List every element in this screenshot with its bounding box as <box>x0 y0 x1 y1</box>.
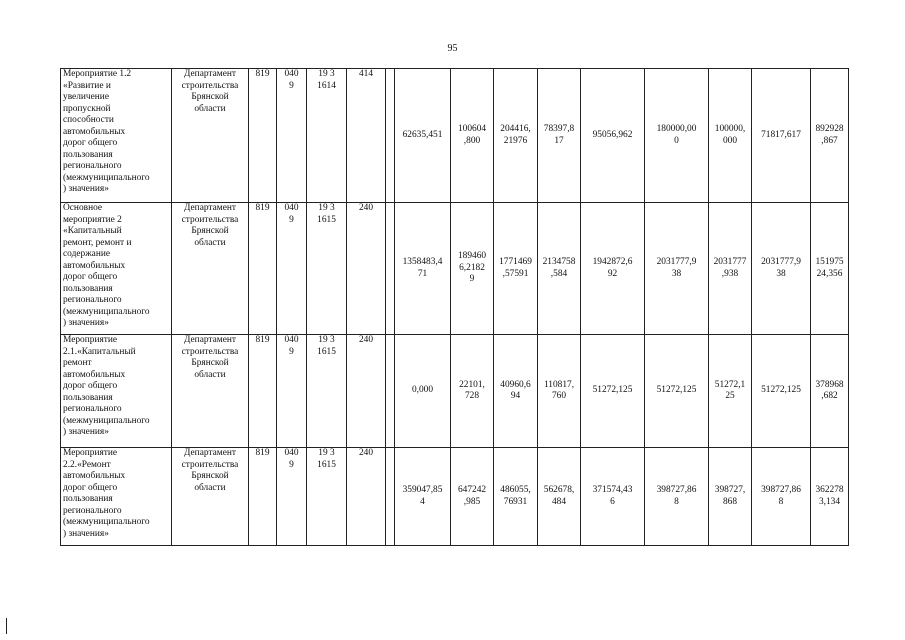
page-number: 95 <box>447 43 458 54</box>
amount-cell <box>811 448 849 546</box>
amount-cell <box>538 69 581 203</box>
amount-cell <box>811 69 849 203</box>
code-expense-type <box>347 448 386 546</box>
amount-cell-text: 180000,00 0 <box>656 124 697 146</box>
amount-cell <box>752 335 811 448</box>
amount-cell-text: 0,000 <box>411 385 434 396</box>
amount-cell <box>811 203 849 335</box>
responsible-department-text: Департамент строительства Брянской области <box>181 448 239 493</box>
amount-cell-text: 1942872,6 92 <box>592 257 633 279</box>
amount-cell-text: 71817,617 <box>761 129 801 140</box>
amount-cell <box>581 448 645 546</box>
table-row <box>61 203 849 335</box>
amount-cell <box>645 203 709 335</box>
amount-cell <box>395 335 451 448</box>
amount-cell-text: 100604 ,800 <box>457 124 487 146</box>
measure-name-text: Мероприятие 2.2.«Ремонт автомобильных дорог общего пользования регионального (межмуниципального ) значения» <box>63 448 150 539</box>
code-grbs <box>249 335 277 448</box>
table-row <box>61 448 849 546</box>
code-grbs-text: 819 <box>255 203 270 213</box>
amount-cell-text: 2031777,9 38 <box>656 257 697 279</box>
amount-cell <box>581 203 645 335</box>
amount-cell-text: 2031777,9 38 <box>761 257 801 279</box>
amount-cell <box>752 203 811 335</box>
amount-cell <box>811 335 849 448</box>
amount-cell <box>645 448 709 546</box>
amount-cell <box>494 448 538 546</box>
amount-cell <box>709 335 752 448</box>
amount-cell-text: 398727,86 8 <box>656 485 697 507</box>
code-grbs <box>249 448 277 546</box>
code-section-text: 040 9 <box>284 203 299 225</box>
amount-cell-text: 51272,125 <box>761 385 801 396</box>
amount-cell-text: 647242 ,985 <box>457 485 487 507</box>
column-gap <box>386 335 395 448</box>
code-grbs-text: 819 <box>255 69 270 79</box>
amount-cell <box>709 69 752 203</box>
responsible-department <box>172 448 249 546</box>
amount-cell-text: 204416, 21976 <box>500 124 531 146</box>
code-target-article-text: 19 3 1615 <box>317 203 336 225</box>
amount-cell <box>709 448 752 546</box>
amount-cell-text: 378968 ,682 <box>815 379 844 401</box>
amount-cell-text: 51272,1 25 <box>714 379 746 401</box>
amount-cell-text: 398727,86 8 <box>761 485 801 507</box>
amount-cell <box>494 203 538 335</box>
code-expense-type-text: 414 <box>358 69 374 79</box>
amount-cell-text: 51272,125 <box>592 385 633 396</box>
code-section <box>277 69 307 203</box>
column-gap <box>386 203 395 335</box>
code-target-article-text: 19 3 1614 <box>317 69 336 91</box>
amount-cell <box>752 69 811 203</box>
amount-cell-text: 562678, 484 <box>543 485 575 507</box>
code-target-article <box>307 448 347 546</box>
amount-cell-text: 151975 24,356 <box>815 257 844 279</box>
amount-cell <box>494 69 538 203</box>
amount-cell <box>538 335 581 448</box>
responsible-department-text: Департамент строительства Брянской области <box>181 203 239 248</box>
code-expense-type-text: 240 <box>358 335 374 345</box>
amount-cell-text: 78397,8 17 <box>543 124 575 146</box>
amount-cell-text: 95056,962 <box>592 129 633 140</box>
code-grbs <box>249 69 277 203</box>
code-target-article <box>307 335 347 448</box>
amount-cell <box>581 69 645 203</box>
amount-cell-text: 1358483,4 71 <box>402 257 443 279</box>
column-gap <box>386 69 395 203</box>
amount-cell-text: 189460 6,2182 9 <box>457 251 487 285</box>
amount-cell-text: 2031777 ,938 <box>713 257 747 279</box>
code-grbs-text: 819 <box>255 448 270 458</box>
responsible-department-text: Департамент строительства Брянской области <box>181 69 239 114</box>
code-grbs-text: 819 <box>255 335 270 345</box>
measure-name <box>61 69 172 203</box>
code-section <box>277 448 307 546</box>
responsible-department <box>172 335 249 448</box>
code-section-text: 040 9 <box>284 335 299 357</box>
code-target-article <box>307 69 347 203</box>
measure-name <box>61 335 172 448</box>
amount-cell-text: 22101, 728 <box>459 379 485 401</box>
amount-cell-text: 2134758 ,584 <box>542 257 576 279</box>
measure-name-text: Мероприятие 1.2 «Развитие и увеличение пропускной способности автомобильных дорог общего пользования регионального (межмуниципального ) значения» <box>63 69 150 194</box>
amount-cell-text: 486055, 76931 <box>500 485 531 507</box>
amount-cell-text: 40960,6 94 <box>500 379 531 401</box>
amount-cell <box>451 448 494 546</box>
scan-edge-mark <box>6 618 7 634</box>
budget-table <box>60 68 849 546</box>
amount-cell-text: 371574,43 6 <box>592 485 633 507</box>
measure-name-text: Мероприятие 2.1.«Капитальный ремонт автомобильных дорог общего пользования регионального (межмуниципального ) значения» <box>63 335 150 437</box>
amount-cell-text: 892928 ,867 <box>815 124 844 146</box>
code-expense-type <box>347 69 386 203</box>
amount-cell-text: 359047,85 4 <box>402 485 443 507</box>
amount-cell <box>538 203 581 335</box>
amount-cell <box>395 69 451 203</box>
amount-cell-text: 62635,451 <box>402 129 443 140</box>
amount-cell <box>645 335 709 448</box>
amount-cell-text: 51272,125 <box>656 385 697 396</box>
amount-cell <box>451 203 494 335</box>
responsible-department-text: Департамент строительства Брянской области <box>181 335 239 380</box>
amount-cell <box>581 335 645 448</box>
amount-cell <box>752 448 811 546</box>
code-section-text: 040 9 <box>284 69 299 91</box>
table-row <box>61 335 849 448</box>
measure-name <box>61 448 172 546</box>
code-expense-type-text: 240 <box>358 448 374 458</box>
code-expense-type <box>347 335 386 448</box>
code-section-text: 040 9 <box>284 448 299 470</box>
code-expense-type-text: 240 <box>358 203 374 213</box>
table-row <box>61 69 849 203</box>
amount-cell-text: 398727, 868 <box>714 485 746 507</box>
measure-name-text: Основное мероприятие 2 «Капитальный ремонт, ремонт и содержание автомобильных дорог общего пользования регионального (межмуниципального ) значения» <box>63 203 150 328</box>
amount-cell <box>538 448 581 546</box>
code-target-article <box>307 203 347 335</box>
amount-cell-text: 1771469 ,57591 <box>499 257 532 279</box>
code-target-article-text: 19 3 1615 <box>317 448 336 470</box>
amount-cell-text: 110817, 760 <box>543 379 575 401</box>
column-gap <box>386 448 395 546</box>
responsible-department <box>172 69 249 203</box>
code-target-article-text: 19 3 1615 <box>317 335 336 357</box>
responsible-department <box>172 203 249 335</box>
code-grbs <box>249 203 277 335</box>
code-section <box>277 335 307 448</box>
amount-cell <box>395 448 451 546</box>
measure-name <box>61 203 172 335</box>
code-section <box>277 203 307 335</box>
amount-cell <box>494 335 538 448</box>
amount-cell <box>395 203 451 335</box>
amount-cell <box>451 69 494 203</box>
code-expense-type <box>347 203 386 335</box>
amount-cell-text: 362278 3,134 <box>815 485 844 507</box>
amount-cell <box>709 203 752 335</box>
amount-cell <box>451 335 494 448</box>
amount-cell <box>645 69 709 203</box>
amount-cell-text: 100000, 000 <box>714 124 746 146</box>
